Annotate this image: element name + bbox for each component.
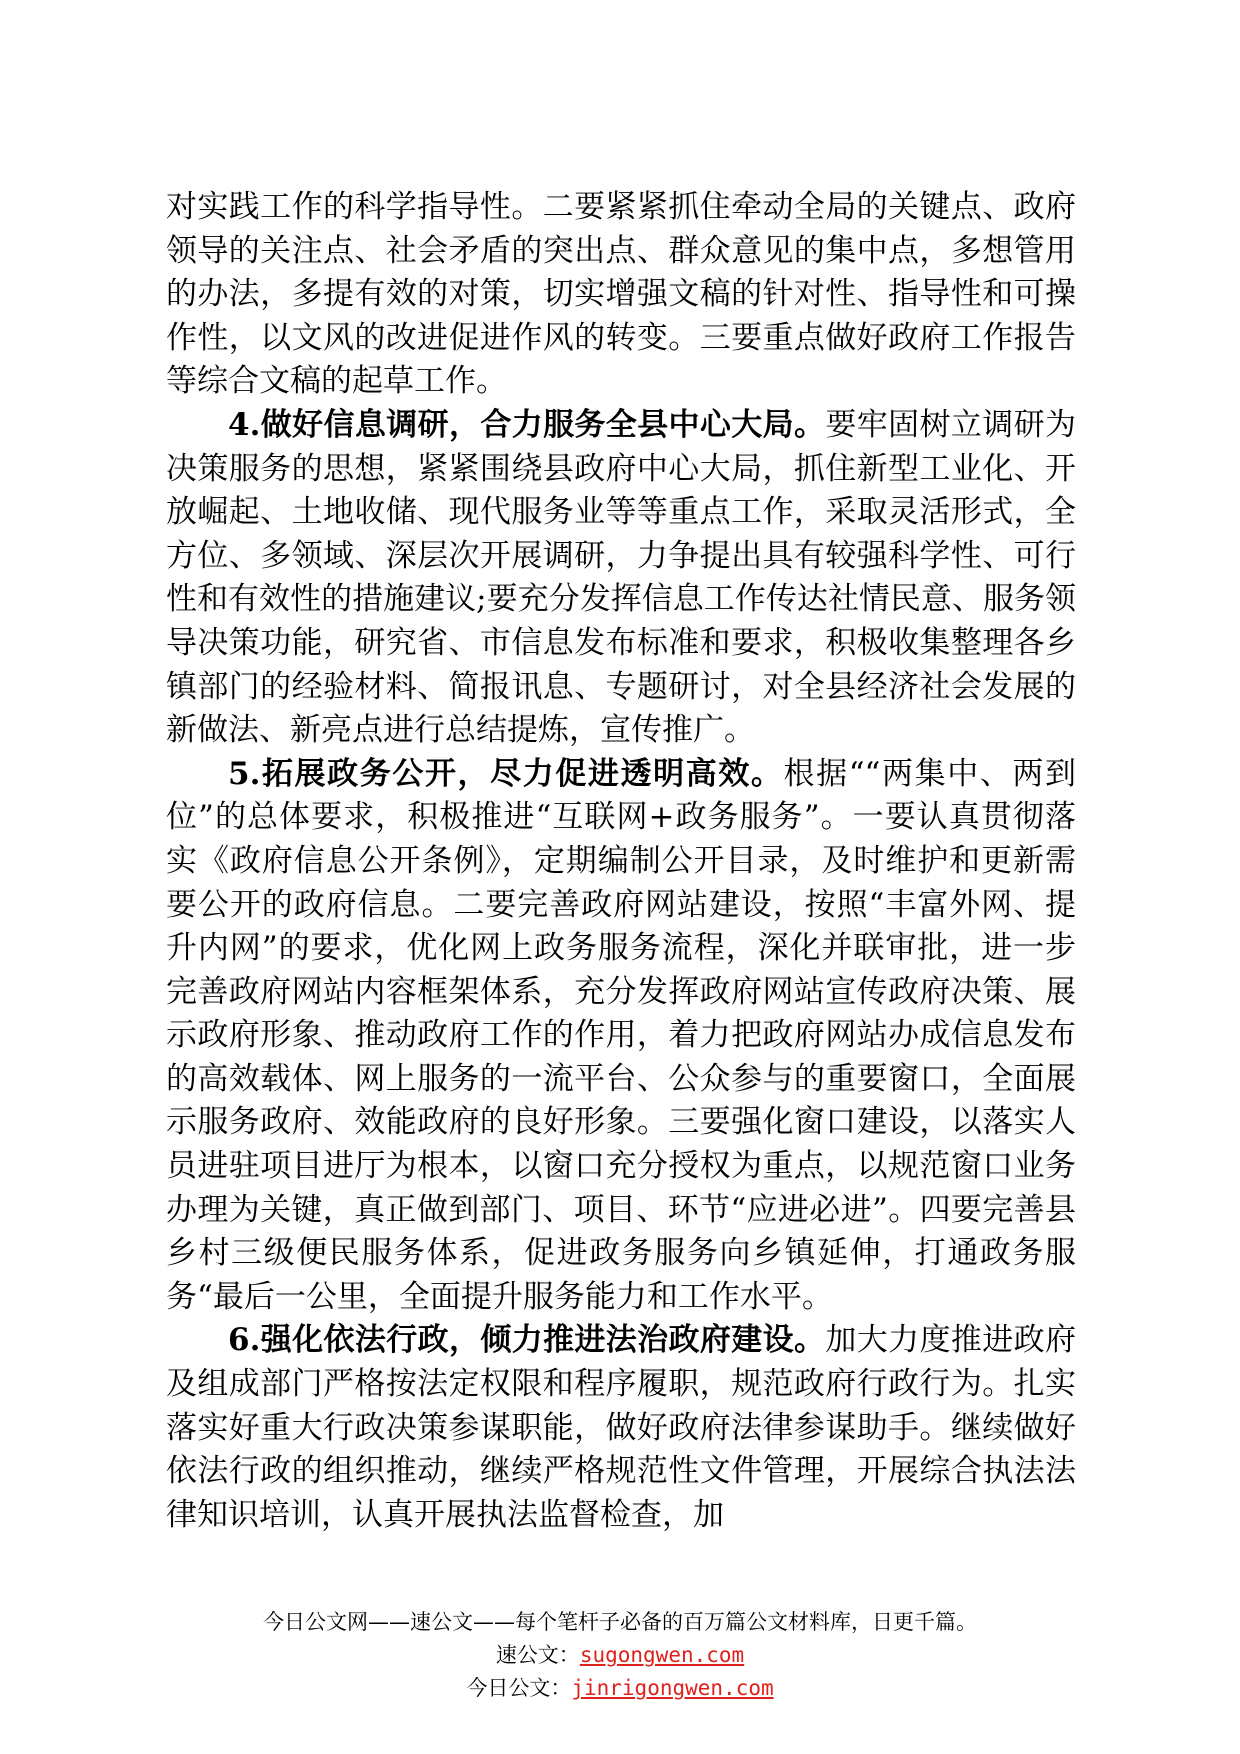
footer-slogan: 今日公文网——速公文——每个笔杆子必备的百万篇公文材料库，日更千篇。 xyxy=(263,1610,977,1634)
section-heading: 6.强化依法行政，倾力推进法治政府建设。 xyxy=(228,1322,826,1359)
jinrigongwen-link[interactable]: jinrigongwen.com xyxy=(571,1676,774,1700)
footer-label: 今日公文： xyxy=(466,1676,572,1700)
sugongwen-link[interactable]: sugongwen.com xyxy=(579,1643,745,1667)
paragraph-continuation xyxy=(166,186,1076,404)
paragraph-text: 加大力度推进政府及组成部门严格按法定权限和程序履职，规范政府行政行为。扎实落实好重大行政决策参谋职能，做好政府法律参谋助手。继续做好依法行政的组织推动，继续严格规范性文件管理，开展综合执法法律知识培训，认真开展执法监督检查，加 xyxy=(166,1322,1076,1533)
paragraph-text: 根据““两集中、两到位”的总体要求，积极推进“互联网+政务服务”。一要认真贯彻落实《政府信息公开条例》，定期编制公开目录，及时维护和更新需要公开的政府信息。二要完善政府网站建设，按照“丰富外网、提升内网”的要求，优化网上政务服务流程，深化并联审批，进一步完善政府网站内容框架体系，充分发挥政府网站宣传政府决策、展示政府形象、推动政府工作的作用，着力把政府网站办成信息发布的高效载体、网上服务的一流平台、公众参与的重要窗口，全面展示服务政府、效能政府的良好形象。三要强化窗口建设，以落实人员进驻项目进厅为根本，以窗口充分授权为重点，以规范窗口业务办理为关键，真正做到部门、项目、环节“应进必进”。四要完善县乡村三级便民服务体系，促进政务服务向乡镇延伸，打通政务服务“最后一公里，全面提升服务能力和工作水平。 xyxy=(166,755,1076,1315)
document-body xyxy=(166,186,1076,1537)
paragraph-section-4 xyxy=(166,404,1076,753)
footer-label: 速公文： xyxy=(495,1643,580,1667)
paragraph-text: 要牢固树立调研为决策服务的思想，紧紧围绕县政府中心大局，抓住新型工业化、开放崛起、土地收储、现代服务业等等重点工作，采取灵活形式，全方位、多领域、深层次开展调研，力争提出具有较强科学性、可行性和有效性的措施建议;要充分发挥信息工作传达社情民意、服务领导决策功能，研究省、市信息发布标准和要求，积极收集整理各乡镇部门的经验材料、简报讯息、专题研讨，对全县经济社会发展的新做法、新亮点进行总结提炼，宣传推广。 xyxy=(166,406,1076,749)
paragraph-section-5 xyxy=(166,753,1076,1320)
page-footer xyxy=(0,1606,1240,1705)
footer-line-jinrigongwen xyxy=(0,1672,1240,1705)
section-heading: 4.做好信息调研，合力服务全县中心大局。 xyxy=(228,406,826,443)
paragraph-text: 对实践工作的科学指导性。二要紧紧抓住牵动全局的关键点、政府领导的关注点、社会矛盾的突出点、群众意见的集中点，多想管用的办法，多提有效的对策，切实增强文稿的针对性、指导性和可操作性，以文风的改进促进作风的转变。三要重点做好政府工作报告等综合文稿的起草工作。 xyxy=(166,189,1076,400)
section-heading: 5.拓展政务公开，尽力促进透明高效。 xyxy=(228,755,784,792)
paragraph-section-6 xyxy=(166,1319,1076,1537)
footer-line-sugongwen xyxy=(0,1639,1240,1672)
